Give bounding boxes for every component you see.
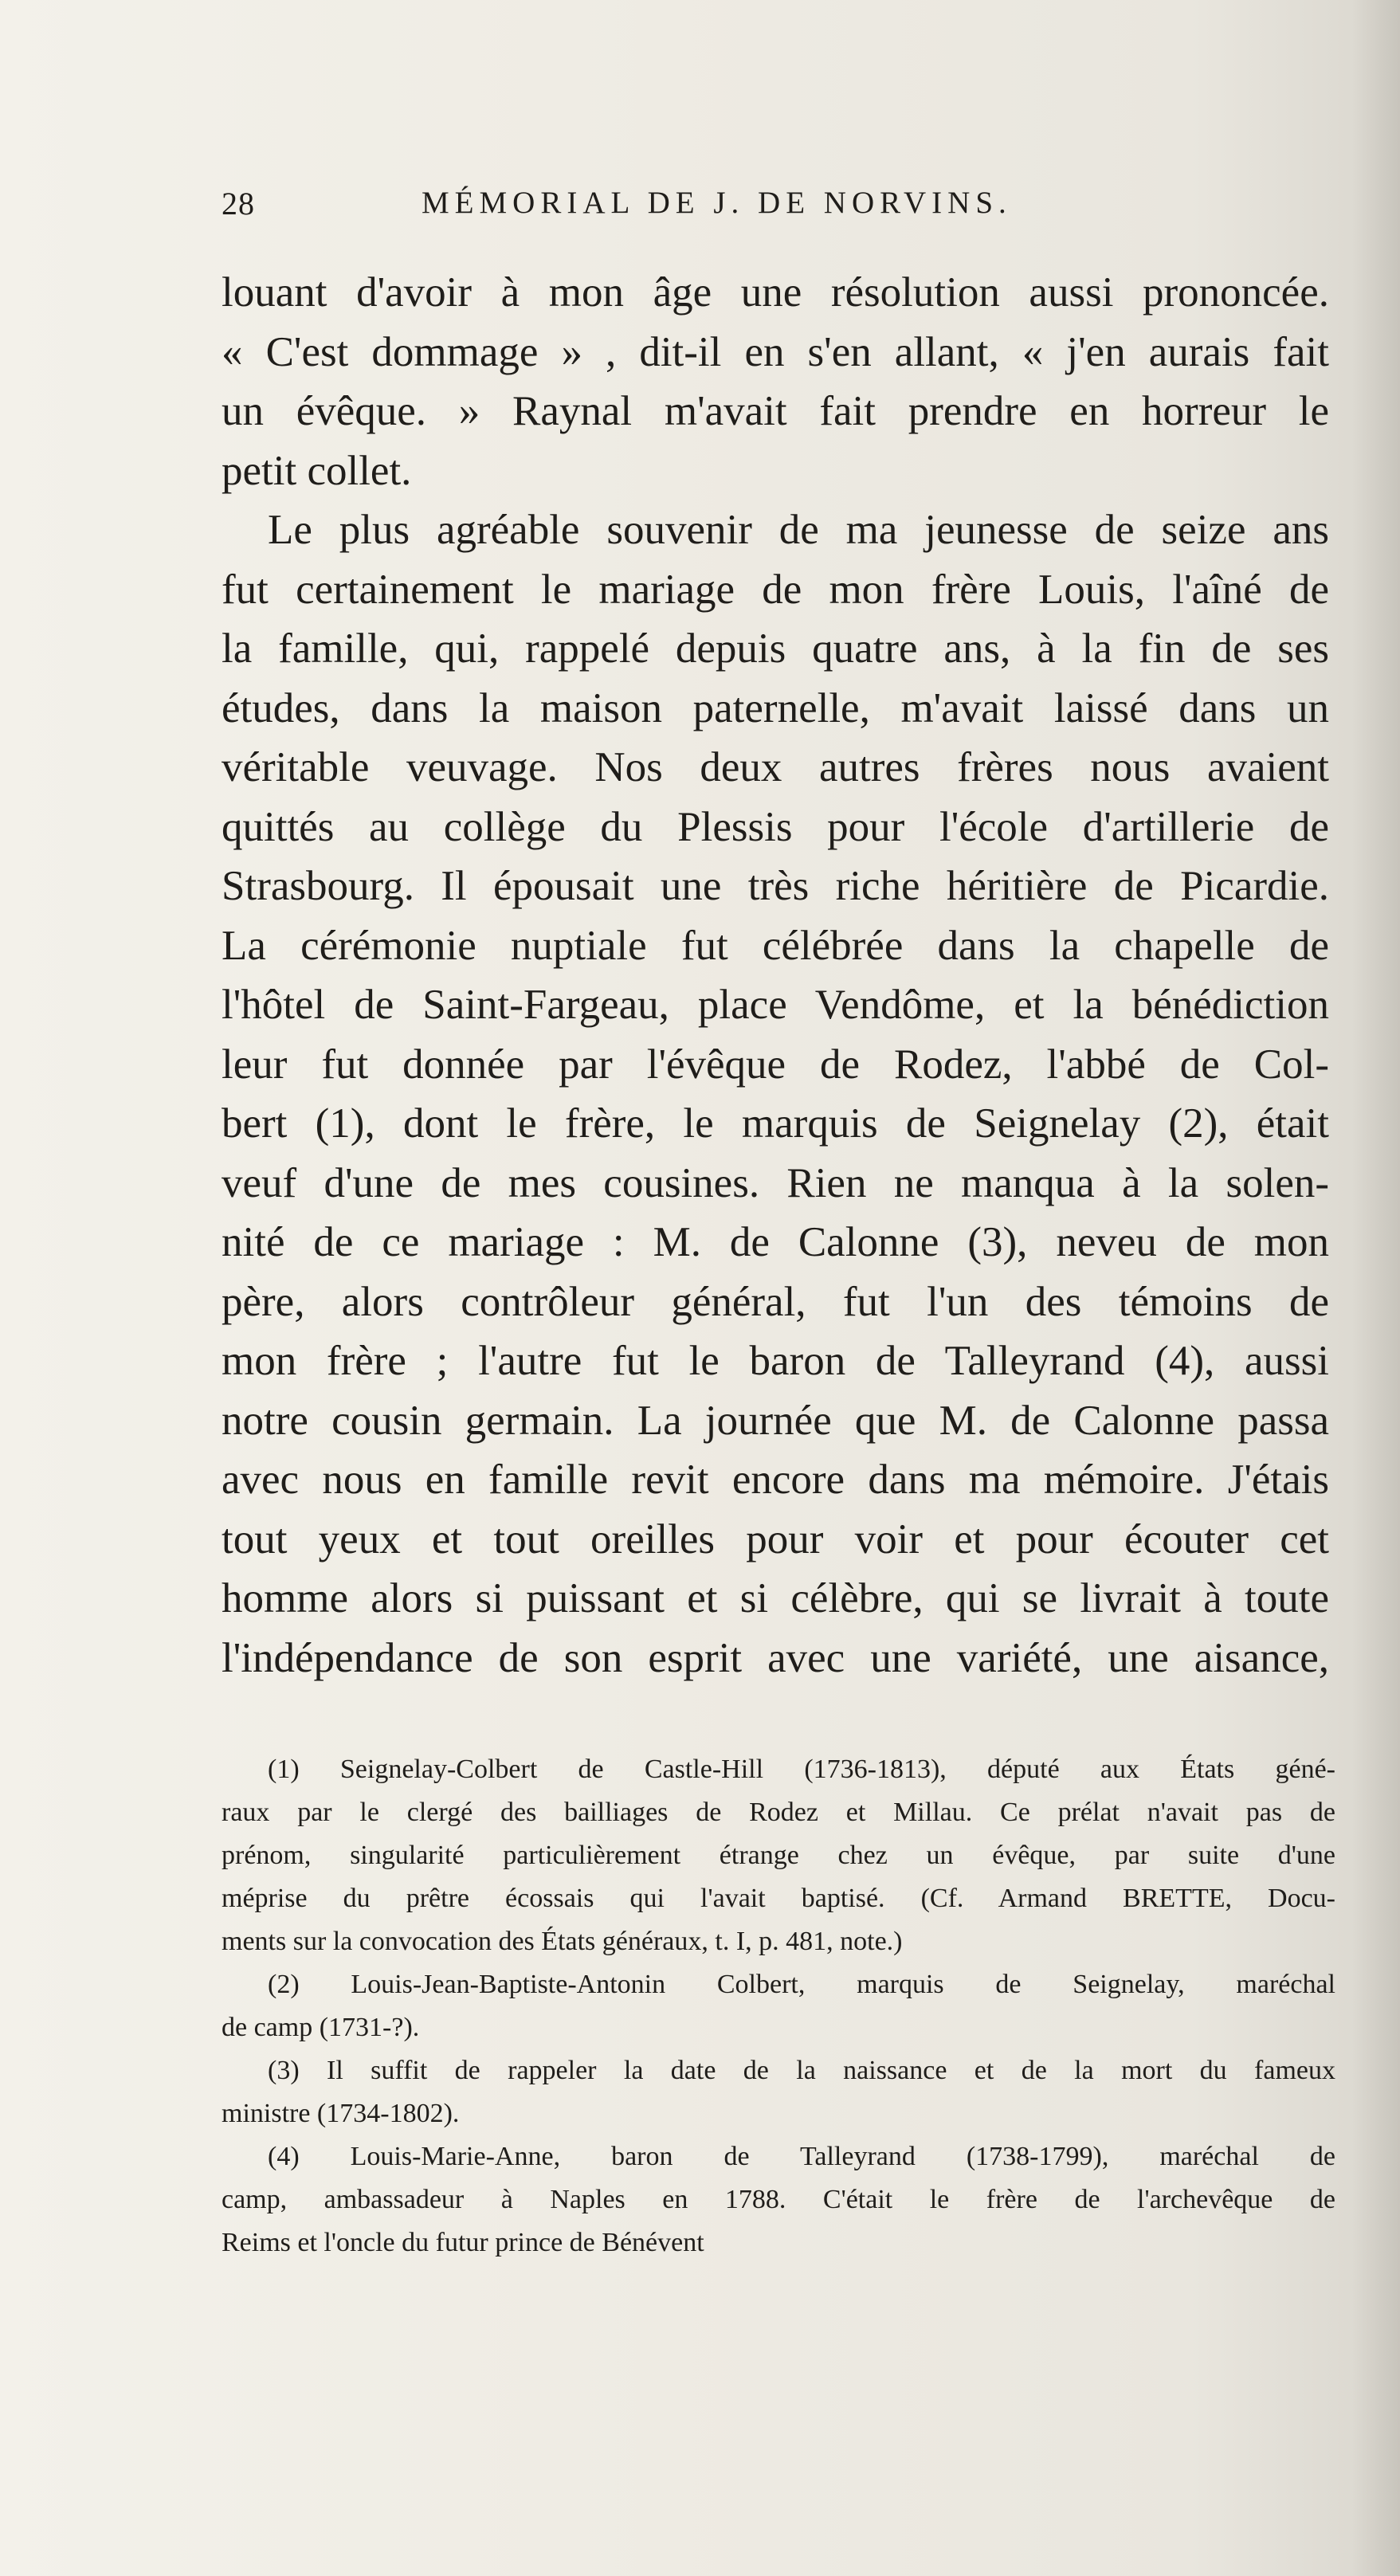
footnotes	[222, 1748, 1335, 2264]
text-line: leur fut donnée par l'évêque de Rodez, l'abbé de Col-	[222, 1041, 1329, 1088]
footnote-4-line: (4) Louis-Marie-Anne, baron de Talleyrand (1738-1799), maréchal de	[268, 2142, 1335, 2171]
running-title: MÉMORIAL DE J. DE NORVINS.	[422, 186, 1012, 220]
text-line: Strasbourg. Il épousait une très riche héritière de Picardie.	[222, 863, 1329, 909]
footnote-2-line: de camp (1731-?).	[222, 2013, 420, 2042]
text-line: « C'est dommage » , dit-il en s'en allant, « j'en aurais fait	[222, 328, 1329, 375]
text-line: études, dans la maison paternelle, m'avait laissé dans un	[222, 684, 1329, 731]
text-line: tout yeux et tout oreilles pour voir et pour écouter cet	[222, 1515, 1329, 1562]
text-line: homme alors si puissant et si célèbre, qui se livrait à toute	[222, 1575, 1329, 1621]
text-line: nité de ce mariage : M. de Calonne (3), neveu de mon	[222, 1219, 1329, 1265]
text-line: bert (1), dont le frère, le marquis de Seignelay (2), était	[222, 1100, 1329, 1147]
text-line: louant d'avoir à mon âge une résolution aussi prononcée.	[222, 269, 1329, 316]
text-line: mon frère ; l'autre fut le baron de Talleyrand (4), aussi	[222, 1338, 1329, 1384]
footnote-4-line: Reims et l'oncle du futur prince de Bénévent	[222, 2228, 704, 2257]
text-line: père, alors contrôleur général, fut l'un des témoins de	[222, 1278, 1329, 1325]
text-line: quittés au collège du Plessis pour l'école d'artillerie de	[222, 803, 1329, 850]
footnote-1-line: ments sur la convocation des États généraux, t. I, p. 481, note.)	[222, 1927, 903, 1956]
text-line: un évêque. » Raynal m'avait fait prendre en horreur le	[222, 388, 1329, 434]
text-line: petit collet.	[222, 447, 412, 494]
text-line: fut certainement le mariage de mon frère Louis, l'aîné de	[222, 566, 1329, 613]
footnote-1-line: (1) Seignelay-Colbert de Castle-Hill (1736-1813), député aux États géné-	[268, 1755, 1335, 1784]
footnote-4-line: camp, ambassadeur à Naples en 1788. C'était le frère de l'archevêque de	[222, 2185, 1335, 2214]
text-line: véritable veuvage. Nos deux autres frères nous avaient	[222, 744, 1329, 790]
main-text	[222, 263, 1329, 1688]
footnote-1-line: méprise du prêtre écossais qui l'avait baptisé. (Cf. Armand BRETTE, Docu-	[222, 1884, 1335, 1913]
page-edge-shadow	[1352, 0, 1400, 2576]
text-line: veuf d'une de mes cousines. Rien ne manqua à la solen-	[222, 1159, 1329, 1206]
text-line: l'indépendance de son esprit avec une variété, une aisance,	[222, 1634, 1329, 1681]
footnote-1-line: raux par le clergé des bailliages de Rodez et Millau. Ce prélat n'avait pas de	[222, 1798, 1335, 1827]
paragraph-start-line: Le plus agréable souvenir de ma jeunesse de seize ans	[268, 507, 1329, 553]
text-line: avec nous en famille revit encore dans ma mémoire. J'étais	[222, 1457, 1329, 1503]
footnote-1-line: prénom, singularité particulièrement étrange chez un évêque, par suite d'une	[222, 1841, 1335, 1870]
footnote-3-line: ministre (1734-1802).	[222, 2099, 460, 2128]
text-line: La cérémonie nuptiale fut célébrée dans la chapelle de	[222, 922, 1329, 969]
running-head	[222, 185, 1098, 233]
text-line: la famille, qui, rappelé depuis quatre ans, à la fin de ses	[222, 625, 1329, 672]
footnote-2-line: (2) Louis-Jean-Baptiste-Antonin Colbert, marquis de Seignelay, maréchal	[268, 1970, 1335, 1999]
footnote-3-line: (3) Il suffit de rappeler la date de la naissance et de la mort du fameux	[268, 2056, 1335, 2085]
text-line: l'hôtel de Saint-Fargeau, place Vendôme, et la bénédiction	[222, 982, 1329, 1028]
page-number: 28	[222, 186, 255, 222]
text-line: notre cousin germain. La journée que M. de Calonne passa	[222, 1397, 1329, 1444]
